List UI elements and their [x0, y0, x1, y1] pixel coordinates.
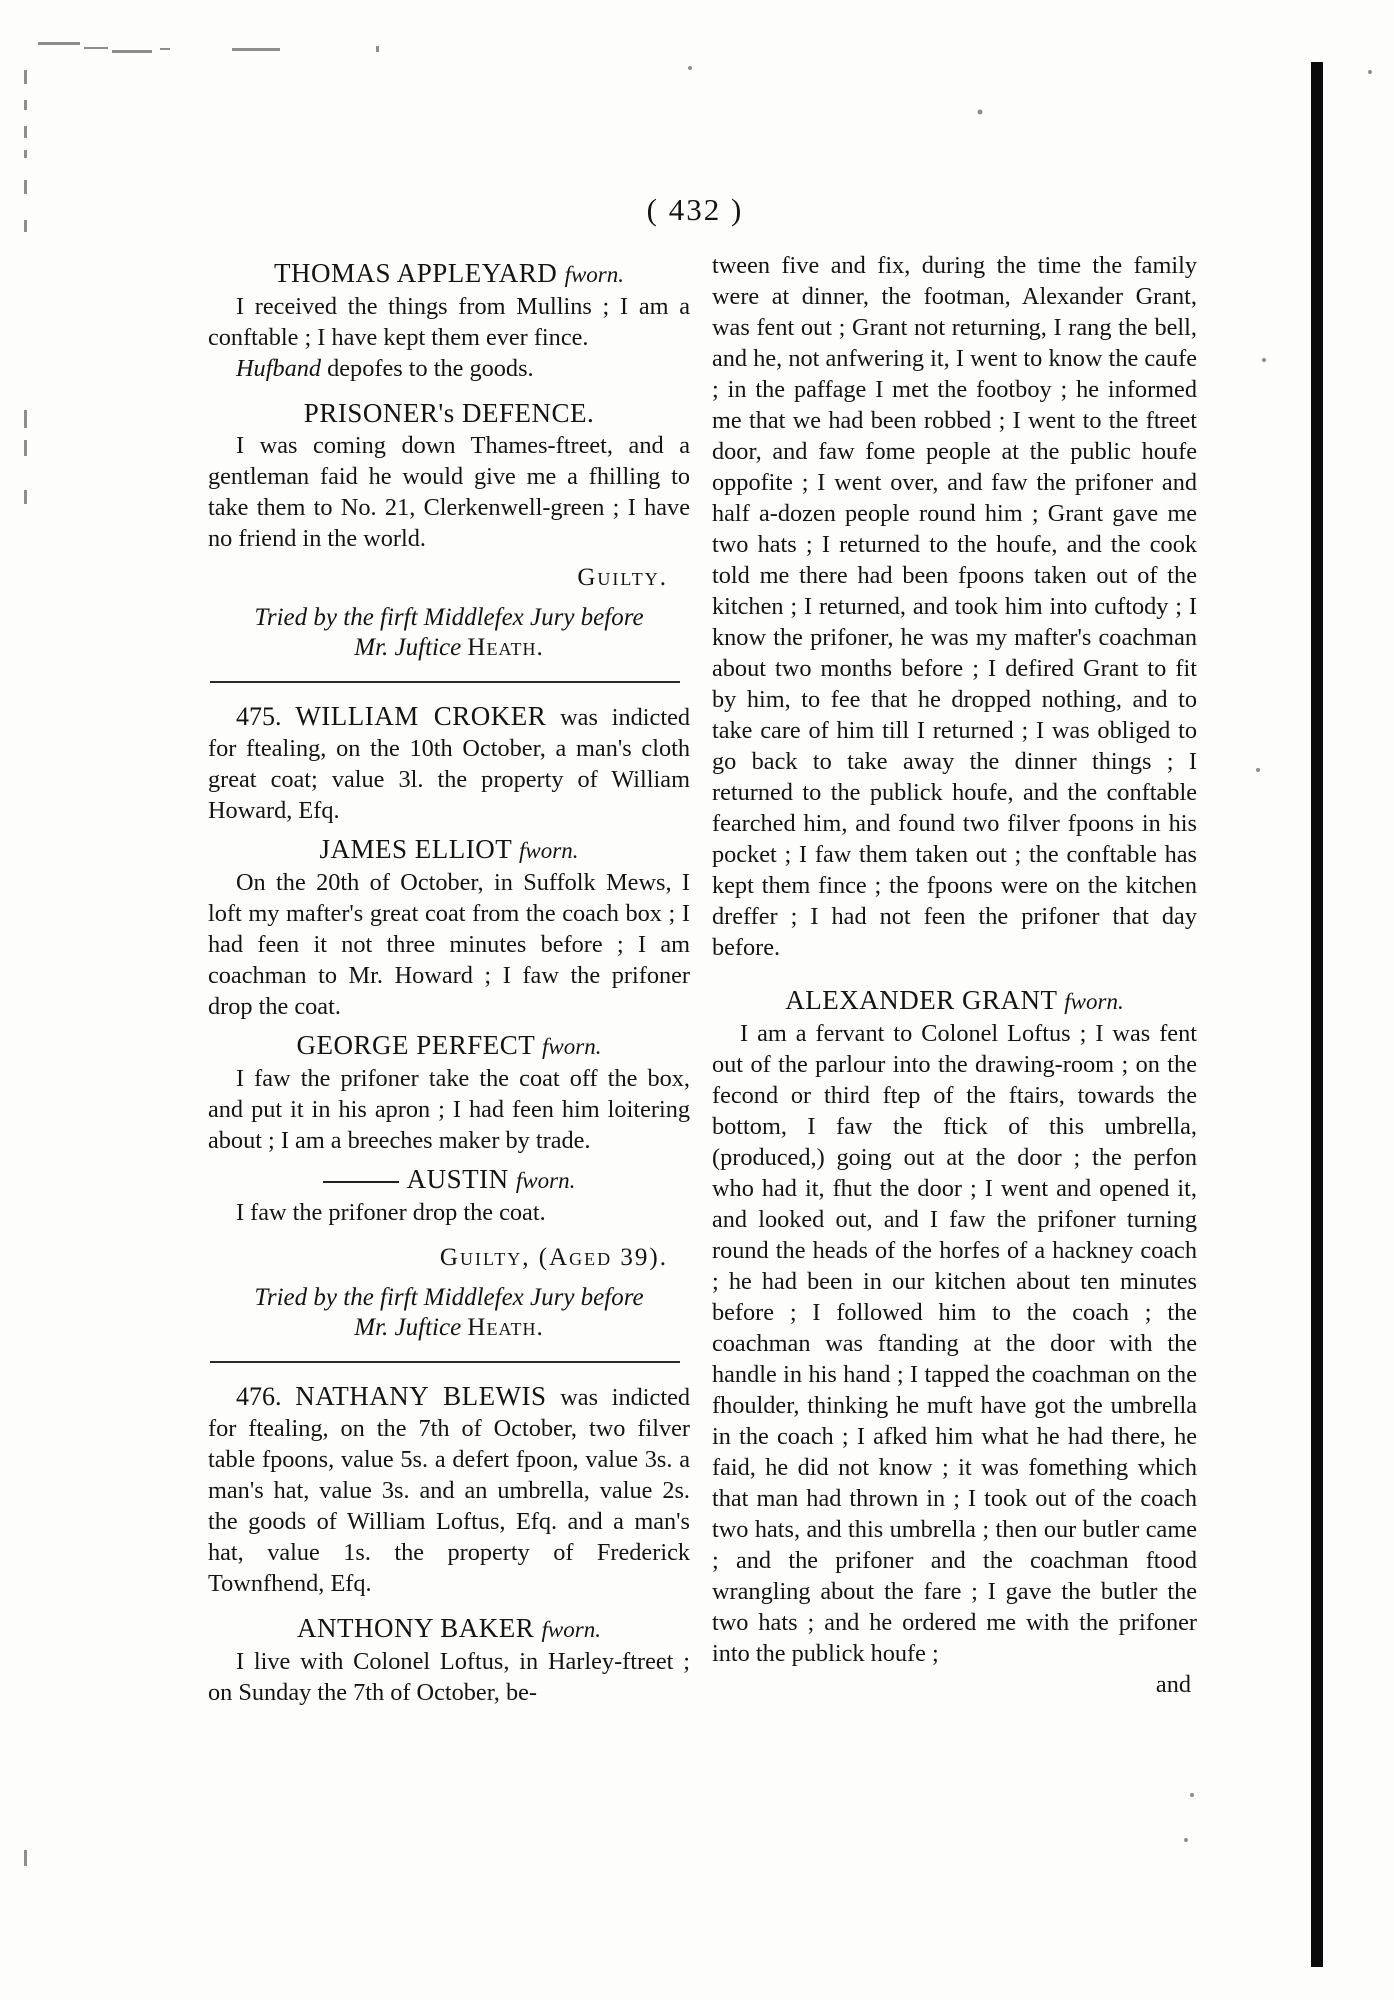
- tried-line: Tried by the firft Middlefex Jury before: [254, 604, 644, 631]
- defendant-name: WILLIAM CROKER: [295, 701, 547, 731]
- sworn-label: fworn.: [1064, 989, 1124, 1014]
- testimony-paragraph: On the 20th of October, in Suffolk Mews, I loft my mafter's great coat from the coach box ; I had feen it not three minutes before ; I am coachman to Mr. Howard ; I faw the prifoner drop the coat.: [208, 869, 690, 1020]
- indictment-text: was indicted for ftealing, on the 7th of October, two filver table fpoons, value 5s. a defert fpoon, value 3s. a man's hat, value 3s. and an umbrella, value 2s. the goods of William Loftus, Efq. and a man's hat, value 1s. the property of Frederick Townfhend, Efq.: [208, 1384, 691, 1597]
- witness-name: JAMES ELLIOT: [319, 834, 512, 864]
- section-divider: [210, 1361, 680, 1363]
- testimony-paragraph: I faw the prifoner drop the coat.: [236, 1199, 546, 1226]
- witness-header-baker: [208, 1613, 690, 1645]
- witness-name: ANTHONY BAKER: [297, 1613, 535, 1643]
- tried-justice: Mr. Juftice: [354, 634, 462, 661]
- tried-judge-name: Heath.: [467, 634, 544, 661]
- name-dash: [323, 1181, 399, 1183]
- defence-paragraph: I was coming down Thames-ftreet, and a gentleman faid he would give me a fhilling to take them to No. 21, Clerkenwell-green ; I have no friend in the world.: [208, 432, 690, 552]
- case-476-indictment: [208, 1381, 690, 1599]
- witness-header-perfect: [208, 1030, 690, 1062]
- tried-line: Tried by the firft Middlefex Jury before: [254, 1284, 644, 1311]
- case-number: 476.: [236, 1382, 282, 1411]
- sworn-label: fworn.: [515, 1168, 576, 1193]
- sworn-label: fworn.: [541, 1617, 601, 1642]
- sworn-label: fworn.: [519, 838, 579, 863]
- testimony-paragraph: I live with Colonel Loftus, in Harley-ftreet ; on Sunday the 7th of October, be-: [208, 1648, 690, 1706]
- right-column: [712, 250, 1197, 1700]
- tried-judge-name: Heath.: [467, 1314, 544, 1341]
- defendant-name: NATHANY BLEWIS: [295, 1381, 547, 1411]
- testimony-paragraph: I faw the prifoner take the coat off the box, and put it in his apron ; I had feen him loitering about ; I am a breeches maker by trade.: [208, 1065, 690, 1154]
- case-number: 475.: [236, 702, 282, 731]
- witness-header-austin: [208, 1164, 690, 1196]
- husband-rest: depofes to the goods.: [321, 355, 534, 382]
- testimony-paragraph: I am a fervant to Colonel Loftus ; I was fent out of the parlour into the drawing-room ; on the fecond or third ftep of the ftairs, towards the bottom, I faw the ftick of this umbrella, (produced,) going out at the door ; the perfon who had it, fhut the door ; I went and opened it, and looked out, and I faw the prifoner turning round the heads of the horfes of a hackney coach ; he had been in our kitchen about ten minutes before ; I followed him to the coach ; the coachman was ftanding at the door with the handle in his hand ; I tapped the coachman on the fhoulder, thinking he muft have got the umbrella in the coach ; I afked him what he had there, he faid, he did not know ; it was fomething which that man had thrown in ; I took out of the coach two hats, and this umbrella ; then our butler came ; and the prifoner and the coachman ftood wrangling about the fare ; I gave the butler the two hats ; and he ordered me with the prifoner into the publick houfe ;: [712, 1020, 1197, 1667]
- witness-header-appleyard: [208, 258, 690, 290]
- witness-name: GEORGE PERFECT: [296, 1030, 535, 1060]
- section-divider: [210, 681, 680, 683]
- testimony-continuation: tween five and fix, during the time the family were at dinner, the footman, Alexander Grant, was fent out ; Grant not returning, I rang the bell, and he, not anfwering it, I went to know the caufe ; in the paffage I met the footboy ; he informed me that we had been robbed ; I went to the ftreet door, and faw fome people at the public houfe oppofite ; I went over, and faw the prifoner and half a-dozen people round him ; Grant gave me two hats ; I returned to the houfe, and the cook told me there had been fpoons taken out of the kitchen ; I returned, and took him into cuftody ; I know the prifoner, he was my mafter's coachman about two months before ; I defired Grant to fit by him, to fee that he dropped nothing, and to take care of him till I returned ; I was obliged to go back to take away the dinner things ; I returned to the publick houfe, and the conftable fearched him, and found two filver fpoons in his pocket ; I faw them taken out ; the conftable has kept them fince ; the fpoons were on the kitchen dreffer ; I had not feen the prifoner that day before.: [712, 252, 1197, 961]
- husband-line: [208, 353, 690, 384]
- page-gutter-shadow: [1311, 62, 1323, 1967]
- testimony-paragraph: I received the things from Mullins ; I am a conftable ; I have kept them ever fince.: [208, 293, 690, 351]
- witness-name: AUSTIN: [406, 1164, 509, 1194]
- tried-justice: Mr. Juftice: [354, 1314, 462, 1341]
- sworn-label: fworn.: [564, 262, 624, 287]
- defence-header: PRISONER's DEFENCE.: [303, 398, 595, 428]
- indictment-text: was indicted for ftealing, on the 10th October, a man's cloth great coat; value 3l. the property of William Howard, Efq.: [208, 704, 691, 824]
- verdict-guilty-aged: Guilty, (Aged 39).: [439, 1244, 668, 1271]
- tried-before-note: [208, 603, 690, 663]
- verdict-guilty: Guilty.: [577, 564, 668, 591]
- catchword: and: [1155, 1671, 1191, 1698]
- witness-header-grant: [712, 985, 1197, 1017]
- sworn-label: fworn.: [542, 1034, 602, 1059]
- tried-before-note: [208, 1283, 690, 1343]
- page-number: ( 432 ): [646, 192, 744, 227]
- witness-name: THOMAS APPLEYARD: [274, 258, 558, 288]
- witness-name: ALEXANDER GRANT: [785, 985, 1058, 1015]
- husband-word: Hufband: [236, 355, 322, 382]
- witness-header-elliot: [208, 834, 690, 866]
- case-475-indictment: [208, 701, 690, 826]
- left-column: [208, 250, 690, 1708]
